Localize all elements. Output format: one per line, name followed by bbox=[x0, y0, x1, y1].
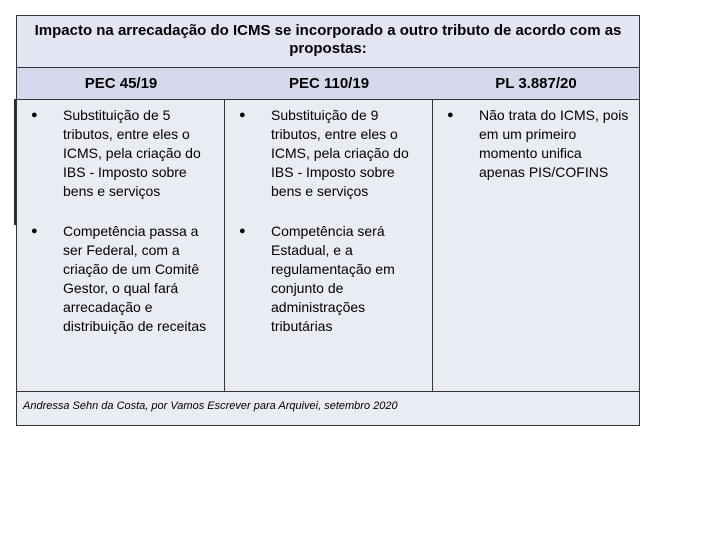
list-item-text: Substituição de 5 tributos, entre eles o ICMS, pela criação do IBS - Imposto sobre bens e serviços bbox=[63, 107, 201, 199]
list-item-text: Não trata do ICMS, pois em um primeiro momento unifica apenas PIS/COFINS bbox=[479, 107, 629, 180]
list-item bbox=[239, 222, 424, 336]
list-item bbox=[31, 106, 216, 201]
cell-pl-3887 bbox=[433, 100, 639, 391]
list-item-text: Competência será Estadual, e a regulamentação em conjunto de administrações tributárias bbox=[271, 223, 395, 334]
table-header-row bbox=[17, 68, 639, 100]
list-item-text: Competência passa a ser Federal, com a criação de um Comitê Gestor, o qual fará arrecadação e distribuição de receitas bbox=[63, 223, 207, 334]
list-item bbox=[31, 222, 216, 336]
column-header-pl-3887: PL 3.887/20 bbox=[495, 75, 577, 92]
bullet-icon: ● bbox=[239, 109, 246, 121]
table-body-row bbox=[17, 100, 639, 392]
table-footer-credit: Andressa Sehn da Costa, por Vamos Escrever para Arquivei, setembro 2020 bbox=[17, 393, 639, 425]
bullet-icon: ● bbox=[447, 109, 454, 121]
cell-pec-45 bbox=[17, 100, 225, 391]
column-header-pec-110: PEC 110/19 bbox=[288, 75, 370, 92]
column-header-pec-45: PEC 45/19 bbox=[84, 75, 158, 92]
comparison-table bbox=[16, 15, 640, 426]
bullet-icon: ● bbox=[239, 225, 246, 237]
bullet-icon: ● bbox=[31, 109, 38, 121]
table-title: Impacto na arrecadação do ICMS se incorporado a outro tributo de acordo com as propostas: bbox=[17, 16, 639, 68]
list-item bbox=[239, 106, 424, 201]
list-item bbox=[447, 106, 631, 182]
bullet-icon: ● bbox=[31, 225, 38, 237]
cell-pec-110 bbox=[225, 100, 433, 391]
list-item-text: Substituição de 9 tributos, entre eles o ICMS, pela criação do IBS - Imposto sobre bens e serviços bbox=[271, 107, 409, 199]
